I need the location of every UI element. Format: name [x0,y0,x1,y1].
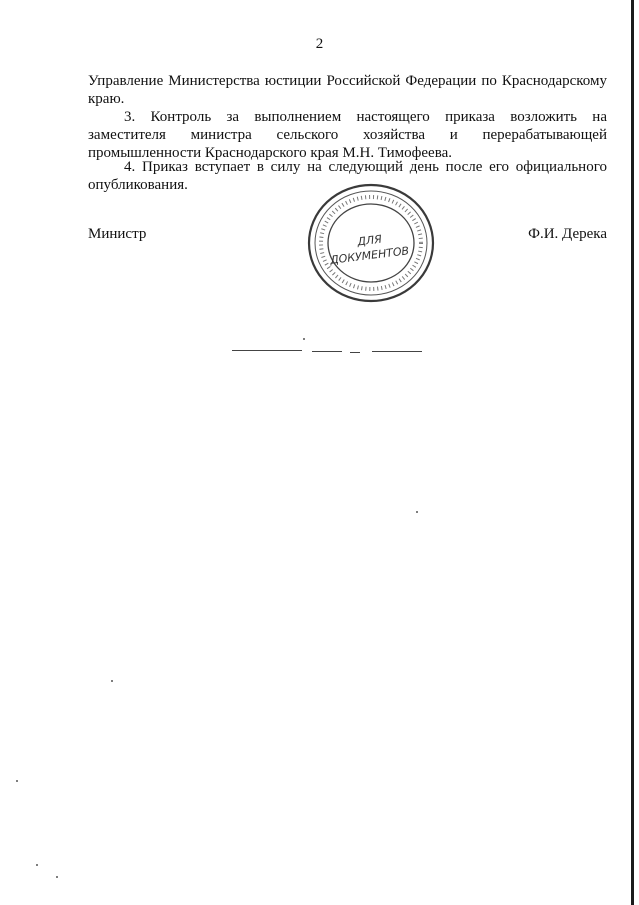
stamp-line-1: ДЛЯ [356,232,383,249]
paragraph-item-4: 4. Приказ вступает в силу на следующий день после его официального опубликования. [88,159,607,193]
stamp-line-2: ДОКУМЕНТОВ [329,244,410,267]
scan-speck [111,680,113,682]
scan-artifact-line [350,352,360,353]
scan-speck [56,876,58,878]
scan-artifact-line [232,350,302,351]
scan-border [631,0,634,905]
signature-title: Министр [88,226,147,242]
official-stamp [304,180,438,306]
scan-artifact-line [372,351,422,352]
paragraph-continuation: Управление Министерства юстиции Российской Федерации по Краснодарскому краю. [88,73,607,107]
scan-speck [16,780,18,782]
scan-speck [416,511,418,513]
paragraph-item-3: 3. Контроль за выполнением настоящего приказа возложить на заместителя министра сельского хозяйства и перерабатывающей промышленности Краснодарского края М.Н. Тимофеева. [88,109,607,161]
page-number: 2 [315,36,324,52]
scan-speck [36,864,38,866]
signature-name: Ф.И. Дерека [528,226,607,242]
scan-speck [303,338,305,340]
scan-artifact-line [312,351,342,352]
